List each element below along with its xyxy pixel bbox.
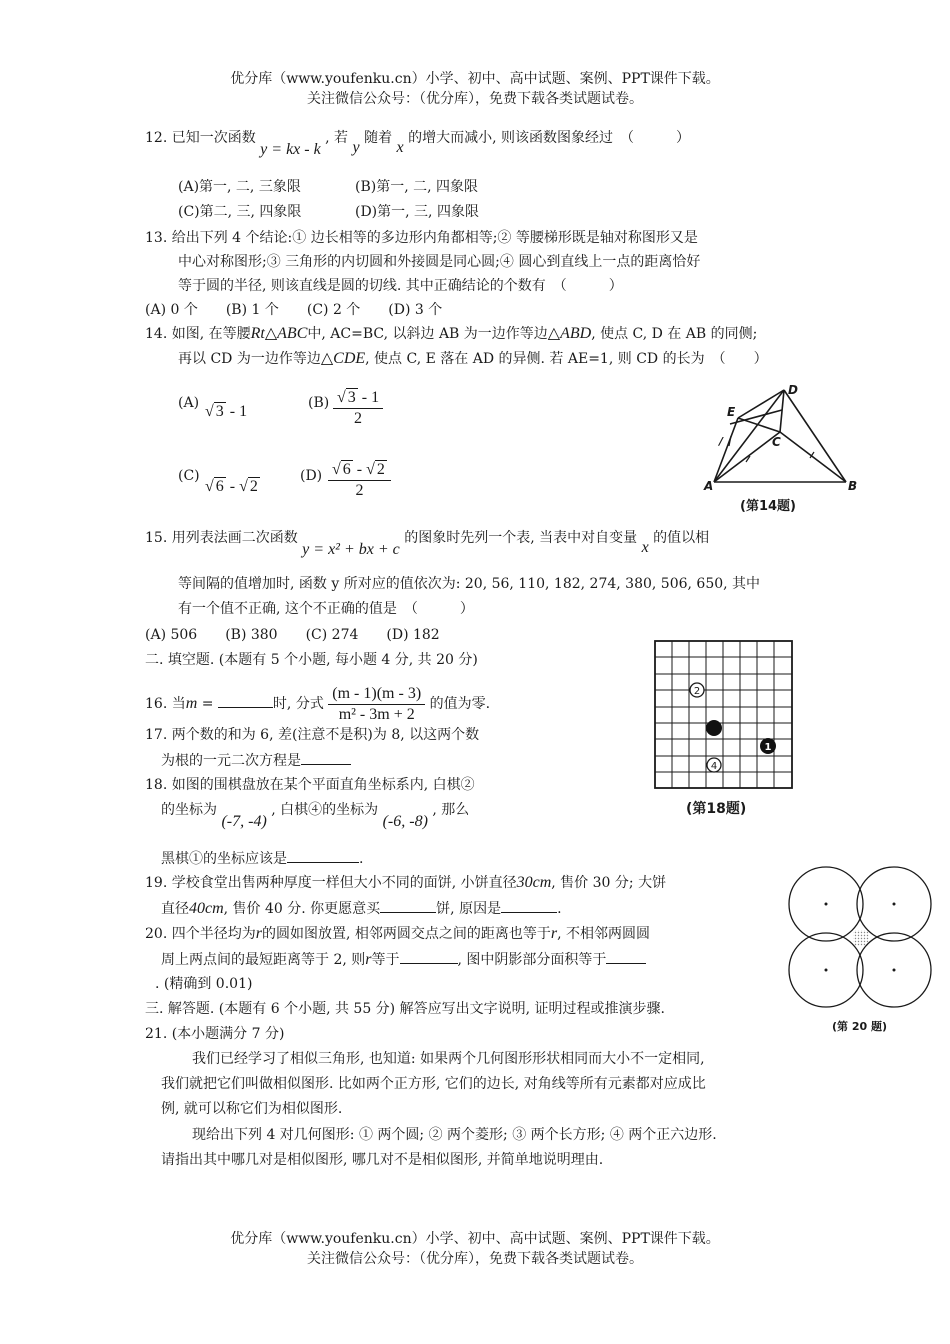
q18-stone-2-label: 2 [693, 686, 701, 697]
q19-small-diameter: 30cm [516, 874, 552, 891]
q14-line-2 [178, 349, 768, 369]
section-2-title: 二. 填空题. (本题有 5 个小题, 每小题 4 分, 共 20 分) [145, 652, 478, 668]
q21-p1-line-2: 我们就把它们叫做相似图形. 比如两个正方形, 它们的边长, 对角线等所有元素都对应成比 [161, 1076, 706, 1092]
q13-options: (A) 0 个 (B) 1 个 (C) 2 个 (D) 3 个 [145, 302, 443, 318]
q19-answer-blank-1[interactable] [380, 898, 436, 913]
q14-edge-ed [738, 390, 784, 418]
q14-option-a-rest: - 1 [225, 403, 248, 420]
q16-answer-blank[interactable] [218, 693, 273, 708]
q20-figure [782, 862, 940, 1020]
q18-stone-4-label: 4 [710, 761, 718, 772]
q12-var-y: y [352, 139, 360, 156]
q16-numerator: (m - 1)(m - 3) [328, 684, 425, 705]
q19-answer-blank-2[interactable] [501, 898, 557, 913]
q16-c: 的值为零. [429, 696, 491, 712]
q19-large-diameter: 40cm [189, 900, 224, 917]
q20-l2-a: 周上两点间的最短距离等于 2, 则 [161, 952, 366, 968]
q14-rt-abc: Rt△ABC [250, 325, 308, 342]
q13-line-2: 中心对称图形;③ 三角形的内切圆和外接圆是同心圆;④ 圆心到直线上一点的距离恰好 [178, 254, 701, 270]
q17-line-1: 17. 两个数的和为 6, 差(注意不是积)为 8, 以这两个数 [145, 727, 480, 743]
q14-l1-b: 中, AC=BC, 以斜边 AB 为一边作等边 [307, 326, 548, 342]
q20-center-2 [893, 903, 896, 906]
q18-line-3-end: . [359, 851, 364, 867]
header-line-2: 关注微信公众号：（优分库），免费下载各类试题试卷。 [307, 91, 643, 107]
q14-label-d: D [788, 383, 798, 397]
q14-figure-caption: (第14题) [740, 499, 796, 514]
q20-center-4 [893, 969, 896, 972]
q20-center-3 [825, 969, 828, 972]
q18-l2-c: , 那么 [432, 802, 470, 818]
q16-eq: = [197, 696, 218, 712]
q18-line-2 [161, 800, 470, 830]
q12-mid2: 随着 [364, 130, 393, 146]
question-12 [145, 128, 690, 158]
q19-l2-c: 饼, 原因是 [436, 901, 502, 917]
q14-edge-bc [780, 432, 846, 482]
q20-var-r-3: r [365, 951, 372, 968]
q20-l1-c: , 不相邻两圆圆 [557, 926, 650, 942]
q18-coord-2: (-7, -4) [221, 813, 267, 830]
q19-l2-d: . [557, 901, 562, 917]
q14-label-a: A [704, 479, 714, 493]
q16-b: 时, 分式 [272, 696, 324, 712]
q14-l2-b: , 使点 C, E 落在 AD 的异侧. 若 AE=1, 则 CD 的长为 （ ） [365, 351, 768, 367]
q16-var-m: m [185, 695, 198, 712]
q15-l1-b: 的图象时先列一个表, 当表中对自变量 [404, 530, 638, 546]
q21-title: 21. (本小题满分 7 分) [145, 1026, 285, 1042]
q20-line-2 [161, 949, 646, 970]
q15-line-2: 等间隔的值增加时, 函数 y 所对应的值依次为: 20, 56, 110, 182, 274, 380, 506, 650, 其中 [178, 576, 761, 592]
q20-l1-a: 20. 四个半径均为 [145, 926, 256, 942]
q20-var-r-2: r [550, 925, 558, 942]
q14-option-a-label: (A) [178, 395, 200, 411]
q18-stone-1-label: 1 [764, 742, 772, 753]
q12-var-x: x [396, 139, 404, 156]
q13-line-3: 等于圆的半径, 则该直线是圆的切线. 其中正确结论的个数有 （ ） [178, 278, 623, 294]
q14-l1-c: , 使点 C, D 在 AB 的同侧; [591, 326, 758, 342]
q20-answer-blank-1[interactable] [400, 949, 458, 964]
q12-option-b: (B)第一, 二, 四象限 [355, 179, 479, 195]
section-3-title: 三. 解答题. (本题有 6 个小题, 共 55 分) 解答应写出文字说明, 证明过程或推演步骤. [145, 1001, 665, 1017]
q14-edge-bd [784, 390, 846, 482]
q12-option-c: (C)第二, 三, 四象限 [178, 204, 302, 220]
q13-line-1: 13. 给出下列 4 个结论:① 边长相等的多边形内角都相等;② 等腰梯形既是轴对称图形又是 [145, 230, 698, 246]
q18-l2-a: 的坐标为 [161, 802, 217, 818]
q21-p1-line-1: 我们已经学习了相似三角形, 也知道: 如果两个几何图形形状相同而大小不一定相同, [192, 1051, 705, 1067]
q20-answer-blank-2[interactable] [606, 949, 646, 964]
q19-line-1 [145, 873, 666, 893]
q14-label-mark: / [719, 435, 724, 448]
q14-option-d-label: (D) [300, 468, 323, 484]
q15-formula: y = x² + bx + c [302, 541, 400, 558]
q16-fraction [328, 684, 425, 725]
q18-line-3 [161, 848, 363, 869]
q12-option-d: (D)第一, 三, 四象限 [355, 204, 479, 220]
q14-l1-a: 14. 如图, 在等腰 [145, 326, 251, 342]
q18-grid [655, 641, 792, 788]
q14-option-a-expr [205, 402, 247, 422]
q18-line-3-text: 黑棋①的坐标应该是 [161, 851, 287, 867]
footer-line-2: 关注微信公众号：（优分库），免费下载各类试题试卷。 [307, 1251, 643, 1267]
q18-go-board [650, 638, 798, 792]
q14-figure [700, 378, 860, 513]
q12-formula: y = kx - k [260, 141, 321, 158]
q14-option-a-sqrt: √ 3 [205, 403, 224, 420]
footer-line-1: 优分库（www.youfenku.cn）小学、初中、高中试题、案例、PPT课件下载。 [230, 1231, 720, 1247]
q14-tri-cde: △CDE [320, 350, 366, 367]
q18-answer-blank[interactable] [287, 848, 359, 863]
q16-a: 16. 当 [145, 696, 186, 712]
q19-l1-b: , 售价 30 分; 大饼 [551, 875, 667, 891]
q18-l2-b: , 白棋④的坐标为 [271, 802, 379, 818]
q21-p2-line-2: 请指出其中哪几对是相似图形, 哪几对不是相似图形, 并简单地说明理由. [161, 1152, 604, 1168]
q19-l1-a: 19. 学校食堂出售两种厚度一样但大小不同的面饼, 小饼直径 [145, 875, 517, 891]
q14-option-b-label: (B) [308, 395, 330, 411]
q14-label-e: E [727, 405, 736, 419]
q14-option-d-frac: $\frac{√ 6 - √ 2}{2}$ [328, 460, 391, 501]
q19-line-2 [161, 898, 562, 919]
q12-suffix: 的增大而减小, 则该函数图象经过 （ ） [408, 130, 690, 146]
q18-black-stone-center [706, 720, 722, 736]
q20-center-1 [825, 903, 828, 906]
q14-line-inner [730, 410, 782, 424]
question-16 [145, 680, 490, 728]
q20-line-1 [145, 924, 650, 944]
q20-l2-b: 等于 [371, 952, 400, 968]
q14-l2-a: 再以 CD 为一边作等边 [178, 351, 321, 367]
q20-l2-c: , 图中阴影部分面积等于 [457, 952, 607, 968]
q14-tri-abd: △ABD [547, 325, 592, 342]
q19-l2-a: 直径 [161, 901, 189, 917]
q15-l1-c: 的值以相 [653, 530, 710, 546]
q15-l1-a: 15. 用列表法画二次函数 [145, 530, 298, 546]
q18-line-1: 18. 如图的围棋盘放在某个平面直角坐标系内, 白棋② [145, 777, 475, 793]
q14-label-c: C [772, 435, 781, 449]
header-line-1: 优分库（www.youfenku.cn）小学、初中、高中试题、案例、PPT课件下载。 [230, 71, 720, 87]
q20-line-3: . (精确到 0.01) [155, 976, 253, 992]
q21-p1-line-3: 例, 就可以称它们为相似图形. [161, 1101, 343, 1117]
q12-option-a: (A)第一, 二, 三象限 [178, 179, 301, 195]
q15-var-x: x [641, 539, 649, 556]
q14-line-1 [145, 324, 757, 344]
q21-p2-line-1: 现给出下列 4 对几何图形: ① 两个圆; ② 两个菱形; ③ 两个长方形; ④ 两个正六边形. [192, 1127, 717, 1143]
q17-line-2-text: 为根的一元二次方程是 [161, 753, 301, 769]
q12-prefix: 12. 已知一次函数 [145, 130, 256, 146]
q17-line-2 [161, 750, 351, 771]
q14-option-b-frac: $\frac{√ 3 - 1}{2}$ [333, 388, 383, 429]
q12-mid1: , 若 [325, 130, 349, 146]
q14-option-c-label: (C) [178, 468, 200, 484]
q16-denominator: m² - 3m + 2 [338, 705, 415, 723]
q18-figure-caption: (第18题) [686, 801, 747, 817]
q19-l2-b: , 售价 40 分. 你更愿意买 [223, 901, 381, 917]
q20-figure-caption: (第 20 题) [832, 1020, 888, 1033]
q14-label-b: B [848, 479, 858, 493]
q20-l1-b: 的圆如图放置, 相邻两圆交点之间的距离也等于 [261, 926, 551, 942]
q20-var-r-1: r [255, 925, 262, 942]
q15-line-3: 有一个值不正确, 这个不正确的值是 （ ） [178, 601, 474, 617]
q17-answer-blank[interactable] [301, 750, 351, 765]
q15-options: (A) 506 (B) 380 (C) 274 (D) 182 [145, 627, 440, 643]
q18-coord-4: (-6, -8) [382, 813, 428, 830]
q15-line-1 [145, 528, 710, 558]
q20-shaded-region [853, 930, 869, 946]
q14-option-c-expr: √ 6 - √ 2 [205, 478, 258, 495]
